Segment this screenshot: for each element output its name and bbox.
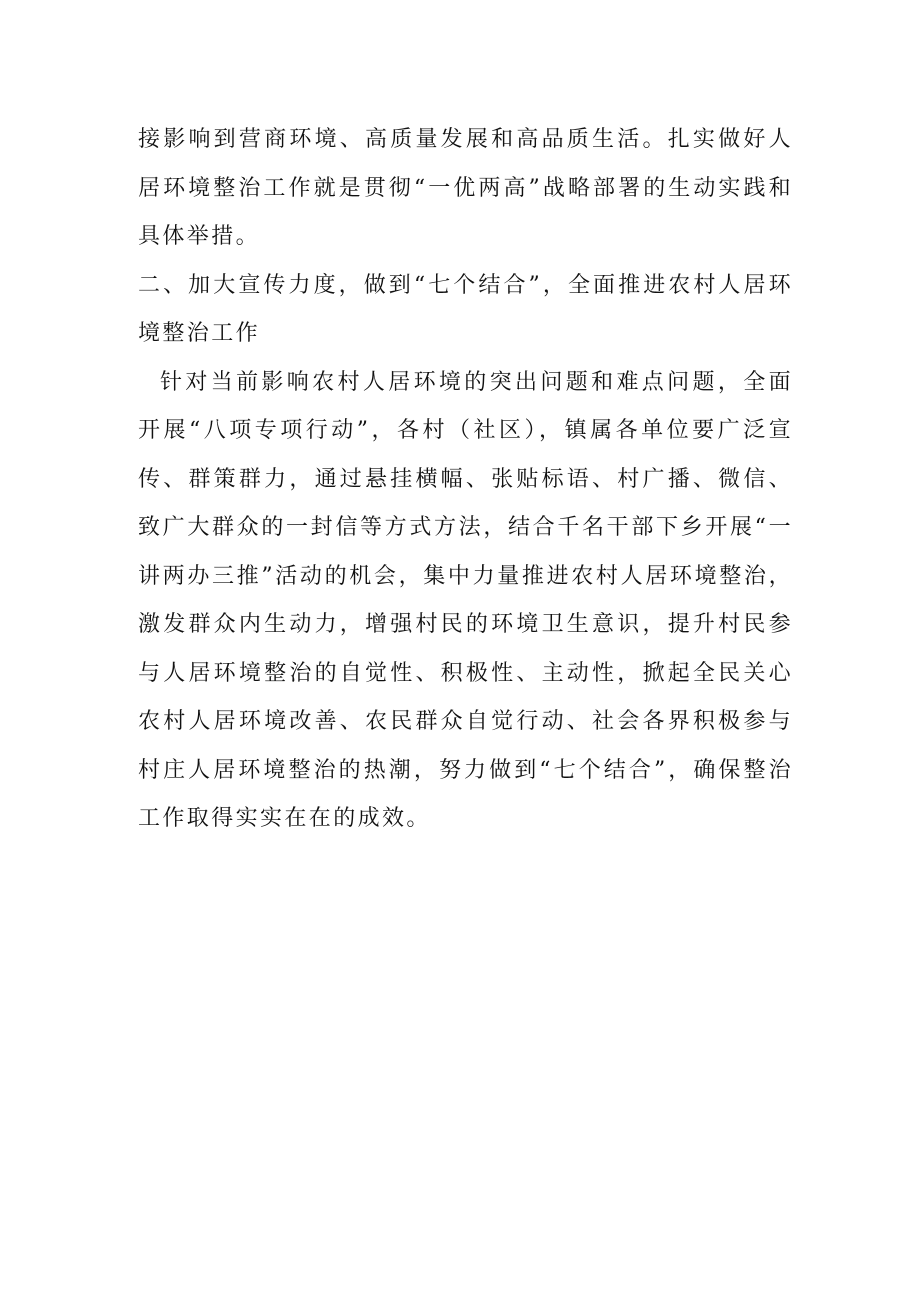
paragraph-continuation: 接影响到营商环境、高质量发展和高品质生活。扎实做好人居环境整治工作就是贯彻“一优两高”战略部署的生动实践和具体举措。 [138,127,793,249]
section-heading: 二、加大宣传力度，做到“七个结合”，全面推进农村人居环境整治工作 [138,272,793,346]
paragraph-body: 针对当前影响农村人居环境的突出问题和难点问题，全面开展“八项专项行动”，各村（社区），镇属各单位要广泛宣传、群策群力，通过悬挂横幅、张贴标语、村广播、微信、致广大群众的一封信等方式方法，结合千名干部下乡开展“一讲两办三推”活动的机会，集中力量推进农村人居环境整治，激发群众内生动力，增强村民的环境卫生意识，提升村民参与人居环境整治的自觉性、积极性、主动性，掀起全民关心农村人居环境改善、农民群众自觉行动、社会各界积极参与村庄人居环境整治的热潮，努力做到“七个结合”，确保整治工作取得实实在在的成效。 [138,369,793,831]
document-body [138,116,793,844]
